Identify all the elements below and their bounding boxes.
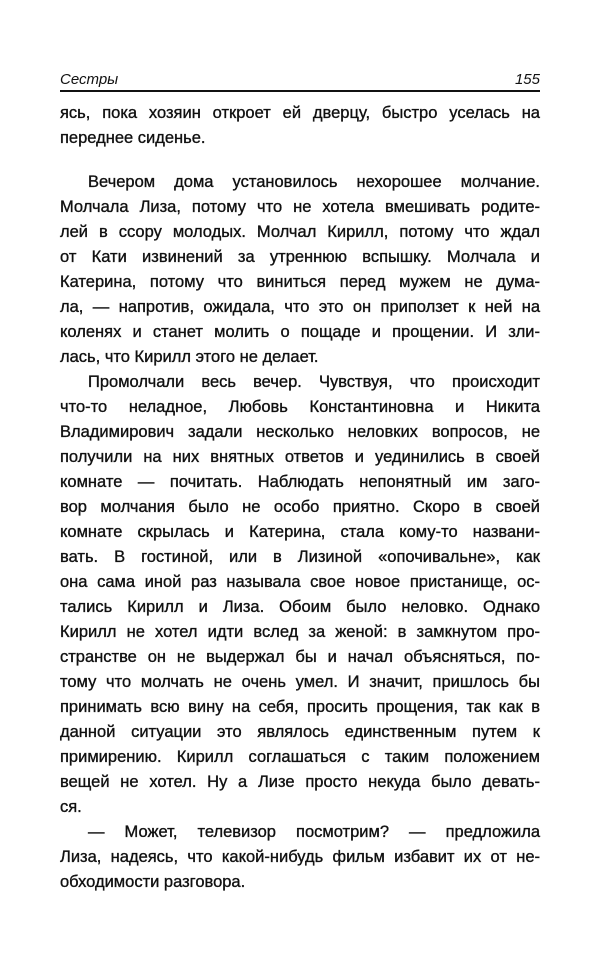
paragraph	[60, 370, 540, 820]
text-line: странстве он не выдержал бы и начал объясняться, по-	[60, 648, 540, 666]
text-line: Промолчали весь вечер. Чувствуя, что происходит	[88, 373, 540, 391]
text-line: комнате скрылась и Катерина, стала кому-то названи-	[60, 523, 540, 541]
text-line: данной ситуации это являлось единственным путем к	[60, 723, 540, 741]
text-line: тались Кирилл и Лиза. Обоим было неловко. Однако	[60, 598, 540, 616]
text-line: лей в ссору молодых. Молчал Кирилл, потому что ждал	[60, 223, 540, 241]
text-line: Лиза, надеясь, что какой-нибудь фильм избавит их от не-	[60, 848, 540, 866]
text-line: принимать всю вину на себя, просить прощения, так как в	[60, 698, 540, 716]
text-line: — Может, телевизор посмотрим? — предложила	[88, 823, 540, 841]
text-line: Владимирович задали несколько неловких вопросов, не	[60, 423, 540, 441]
page-number: 155	[514, 71, 540, 88]
running-header	[60, 68, 540, 92]
text-line: Кирилл не хотел идти вслед за женой: в замкнутом про-	[60, 623, 540, 641]
text-line: ясь, пока хозяин откроет ей дверцу, быстро уселась на	[60, 104, 540, 122]
text-line: вор молчания было не особо приятно. Скоро в своей	[60, 498, 540, 516]
text-line: коленях и станет молить о пощаде и прощении. И зли-	[60, 323, 540, 341]
text-line: ла, — напротив, ожидала, что это он приползет к ней на	[60, 298, 540, 316]
text-line: что-то неладное, Любовь Константиновна и Никита	[60, 398, 540, 416]
text-line: примирению. Кирилл соглашаться с таким положением	[60, 748, 540, 766]
paragraph	[60, 170, 540, 370]
text-line: лась, что Кирилл этого не делает.	[60, 348, 319, 366]
paragraph	[60, 101, 540, 151]
text-line: ся.	[60, 798, 82, 816]
paragraph-gap	[60, 151, 540, 170]
text-line: от Кати извинений за утреннюю вспышку. Молчала и	[60, 248, 540, 266]
text-line: получили на них внятных ответов и уединились в своей	[60, 448, 540, 466]
text-line: комнате — почитать. Наблюдать непонятный им заго-	[60, 473, 540, 491]
text-line: вать. В гостиной, или в Лизиной «опочивальне», как	[60, 548, 540, 566]
body-text	[60, 101, 540, 895]
text-line: тому что молчать не очень умел. И значит, пришлось бы	[60, 673, 540, 691]
text-line: Молчала Лиза, потому что не хотела вмешивать родите-	[60, 198, 540, 216]
text-line: она сама иной раз называла свое новое пристанище, ос-	[60, 573, 540, 591]
text-line: Вечером дома установилось нехорошее молчание.	[88, 173, 540, 191]
text-line: вещей не хотел. Ну а Лизе просто некуда было девать-	[60, 773, 540, 791]
paragraph	[60, 820, 540, 895]
running-title: Сестры	[60, 71, 119, 88]
text-line: переднее сиденье.	[60, 129, 206, 147]
text-line: Катерина, потому что виниться перед мужем не дума-	[60, 273, 540, 291]
text-line: обходимости разговора.	[60, 873, 246, 891]
